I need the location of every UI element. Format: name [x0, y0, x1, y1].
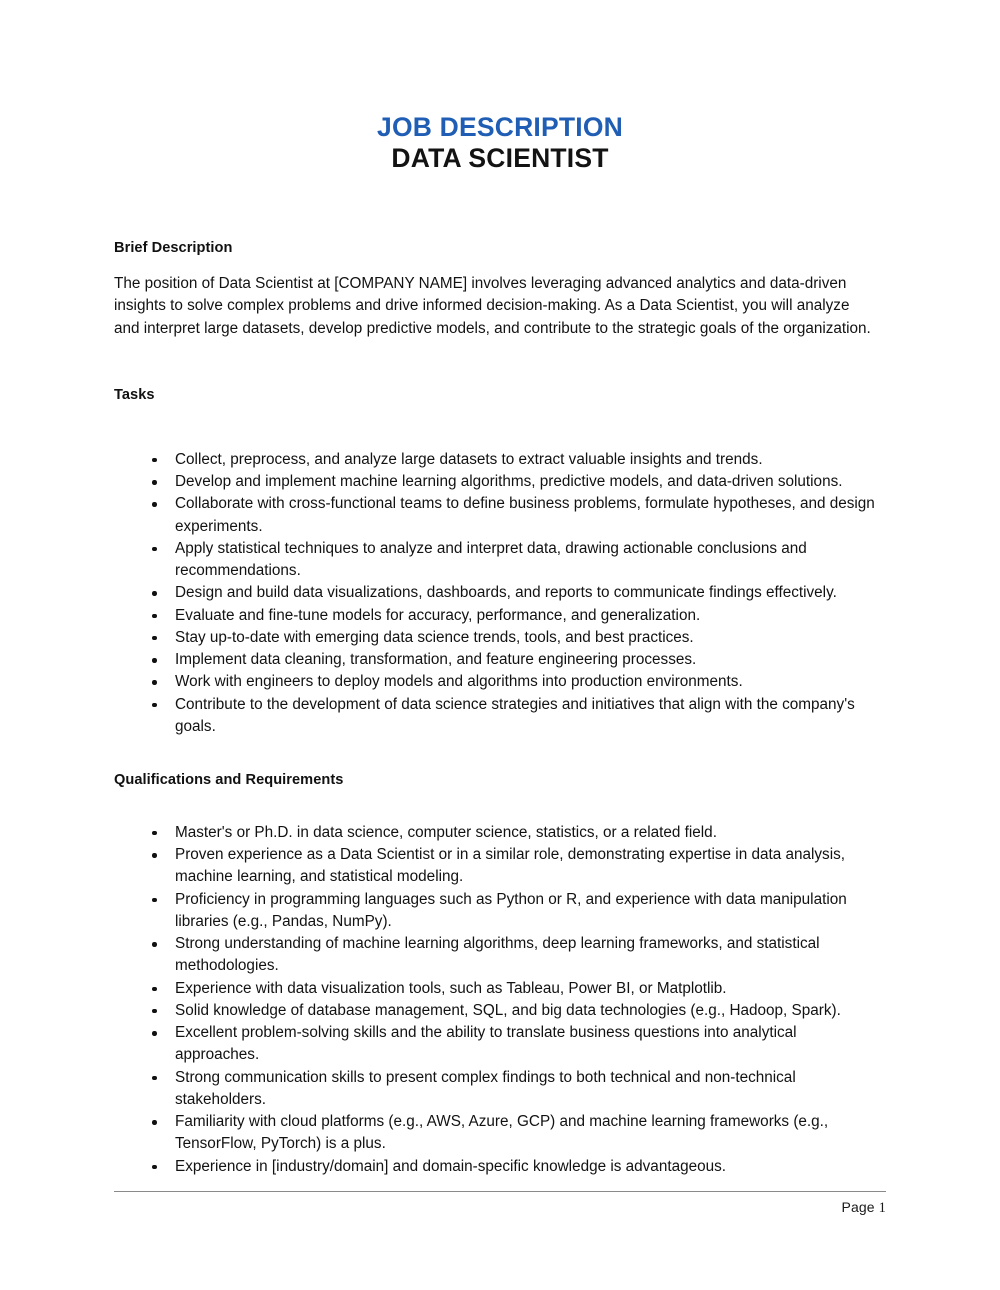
list-item: Familiarity with cloud platforms (e.g., AWS, Azure, GCP) and machine learning frameworks (e.g., TensorFlow, PyTorch) is a plus.: [114, 1111, 876, 1156]
list-item: Collaborate with cross-functional teams to define business problems, formulate hypotheses, and design experiments.: [114, 493, 876, 538]
list-item: Proven experience as a Data Scientist or in a similar role, demonstrating expertise in data analysis, machine learning, and statistical modeling.: [114, 844, 876, 889]
page-footer: [114, 1191, 886, 1217]
section-heading-brief-description: Brief Description: [114, 240, 233, 256]
list-item: Design and build data visualizations, dashboards, and reports to communicate findings effectively.: [114, 582, 876, 604]
qualifications-list: [114, 822, 876, 1178]
footer-page-word: Page: [841, 1199, 875, 1215]
section-heading-qualifications: Qualifications and Requirements: [114, 772, 344, 788]
list-item: Stay up-to-date with emerging data science trends, tools, and best practices.: [114, 627, 876, 649]
list-item: Master's or Ph.D. in data science, computer science, statistics, or a related field.: [114, 822, 876, 844]
list-item: Solid knowledge of database management, SQL, and big data technologies (e.g., Hadoop, Spark).: [114, 1000, 876, 1022]
list-item: Apply statistical techniques to analyze and interpret data, drawing actionable conclusions and recommendations.: [114, 538, 876, 583]
list-item: Contribute to the development of data science strategies and initiatives that align with the company's goals.: [114, 694, 876, 739]
brief-description-paragraph: The position of Data Scientist at [COMPANY NAME] involves leveraging advanced analytics and data-driven insights to solve complex problems and drive informed decision-making. As a Data Scientist, you will analyze and interpret large datasets, develop predictive models, and contribute to the strategic goals of the organization.: [114, 275, 871, 337]
section-qualifications: [114, 771, 876, 1178]
document-title-block: [0, 112, 1000, 175]
list-item: Excellent problem-solving skills and the ability to translate business questions into analytical approaches.: [114, 1022, 876, 1067]
list-item: Proficiency in programming languages such as Python or R, and experience with data manipulation libraries (e.g., Pandas, NumPy).: [114, 889, 876, 934]
list-item: Work with engineers to deploy models and algorithms into production environments.: [114, 671, 876, 693]
page-title-primary: JOB DESCRIPTION: [377, 112, 623, 142]
list-item: Develop and implement machine learning algorithms, predictive models, and data-driven solutions.: [114, 471, 876, 493]
section-tasks: [114, 386, 876, 738]
page-number-label: [114, 1199, 886, 1217]
list-item: Implement data cleaning, transformation, and feature engineering processes.: [114, 649, 876, 671]
list-item: Evaluate and fine-tune models for accuracy, performance, and generalization.: [114, 605, 876, 627]
list-item: Collect, preprocess, and analyze large datasets to extract valuable insights and trends.: [114, 449, 876, 471]
footer-page-number: 1: [878, 1200, 886, 1216]
footer-divider: [114, 1191, 886, 1192]
list-item: Strong understanding of machine learning algorithms, deep learning frameworks, and statistical methodologies.: [114, 933, 876, 978]
list-item: Experience with data visualization tools, such as Tableau, Power BI, or Matplotlib.: [114, 978, 876, 1000]
tasks-list: [114, 449, 876, 738]
list-item: Strong communication skills to present complex findings to both technical and non-technical stakeholders.: [114, 1067, 876, 1112]
page-title-secondary: DATA SCIENTIST: [391, 143, 609, 174]
list-item: Experience in [industry/domain] and domain-specific knowledge is advantageous.: [114, 1156, 876, 1178]
section-heading-tasks: Tasks: [114, 387, 155, 403]
